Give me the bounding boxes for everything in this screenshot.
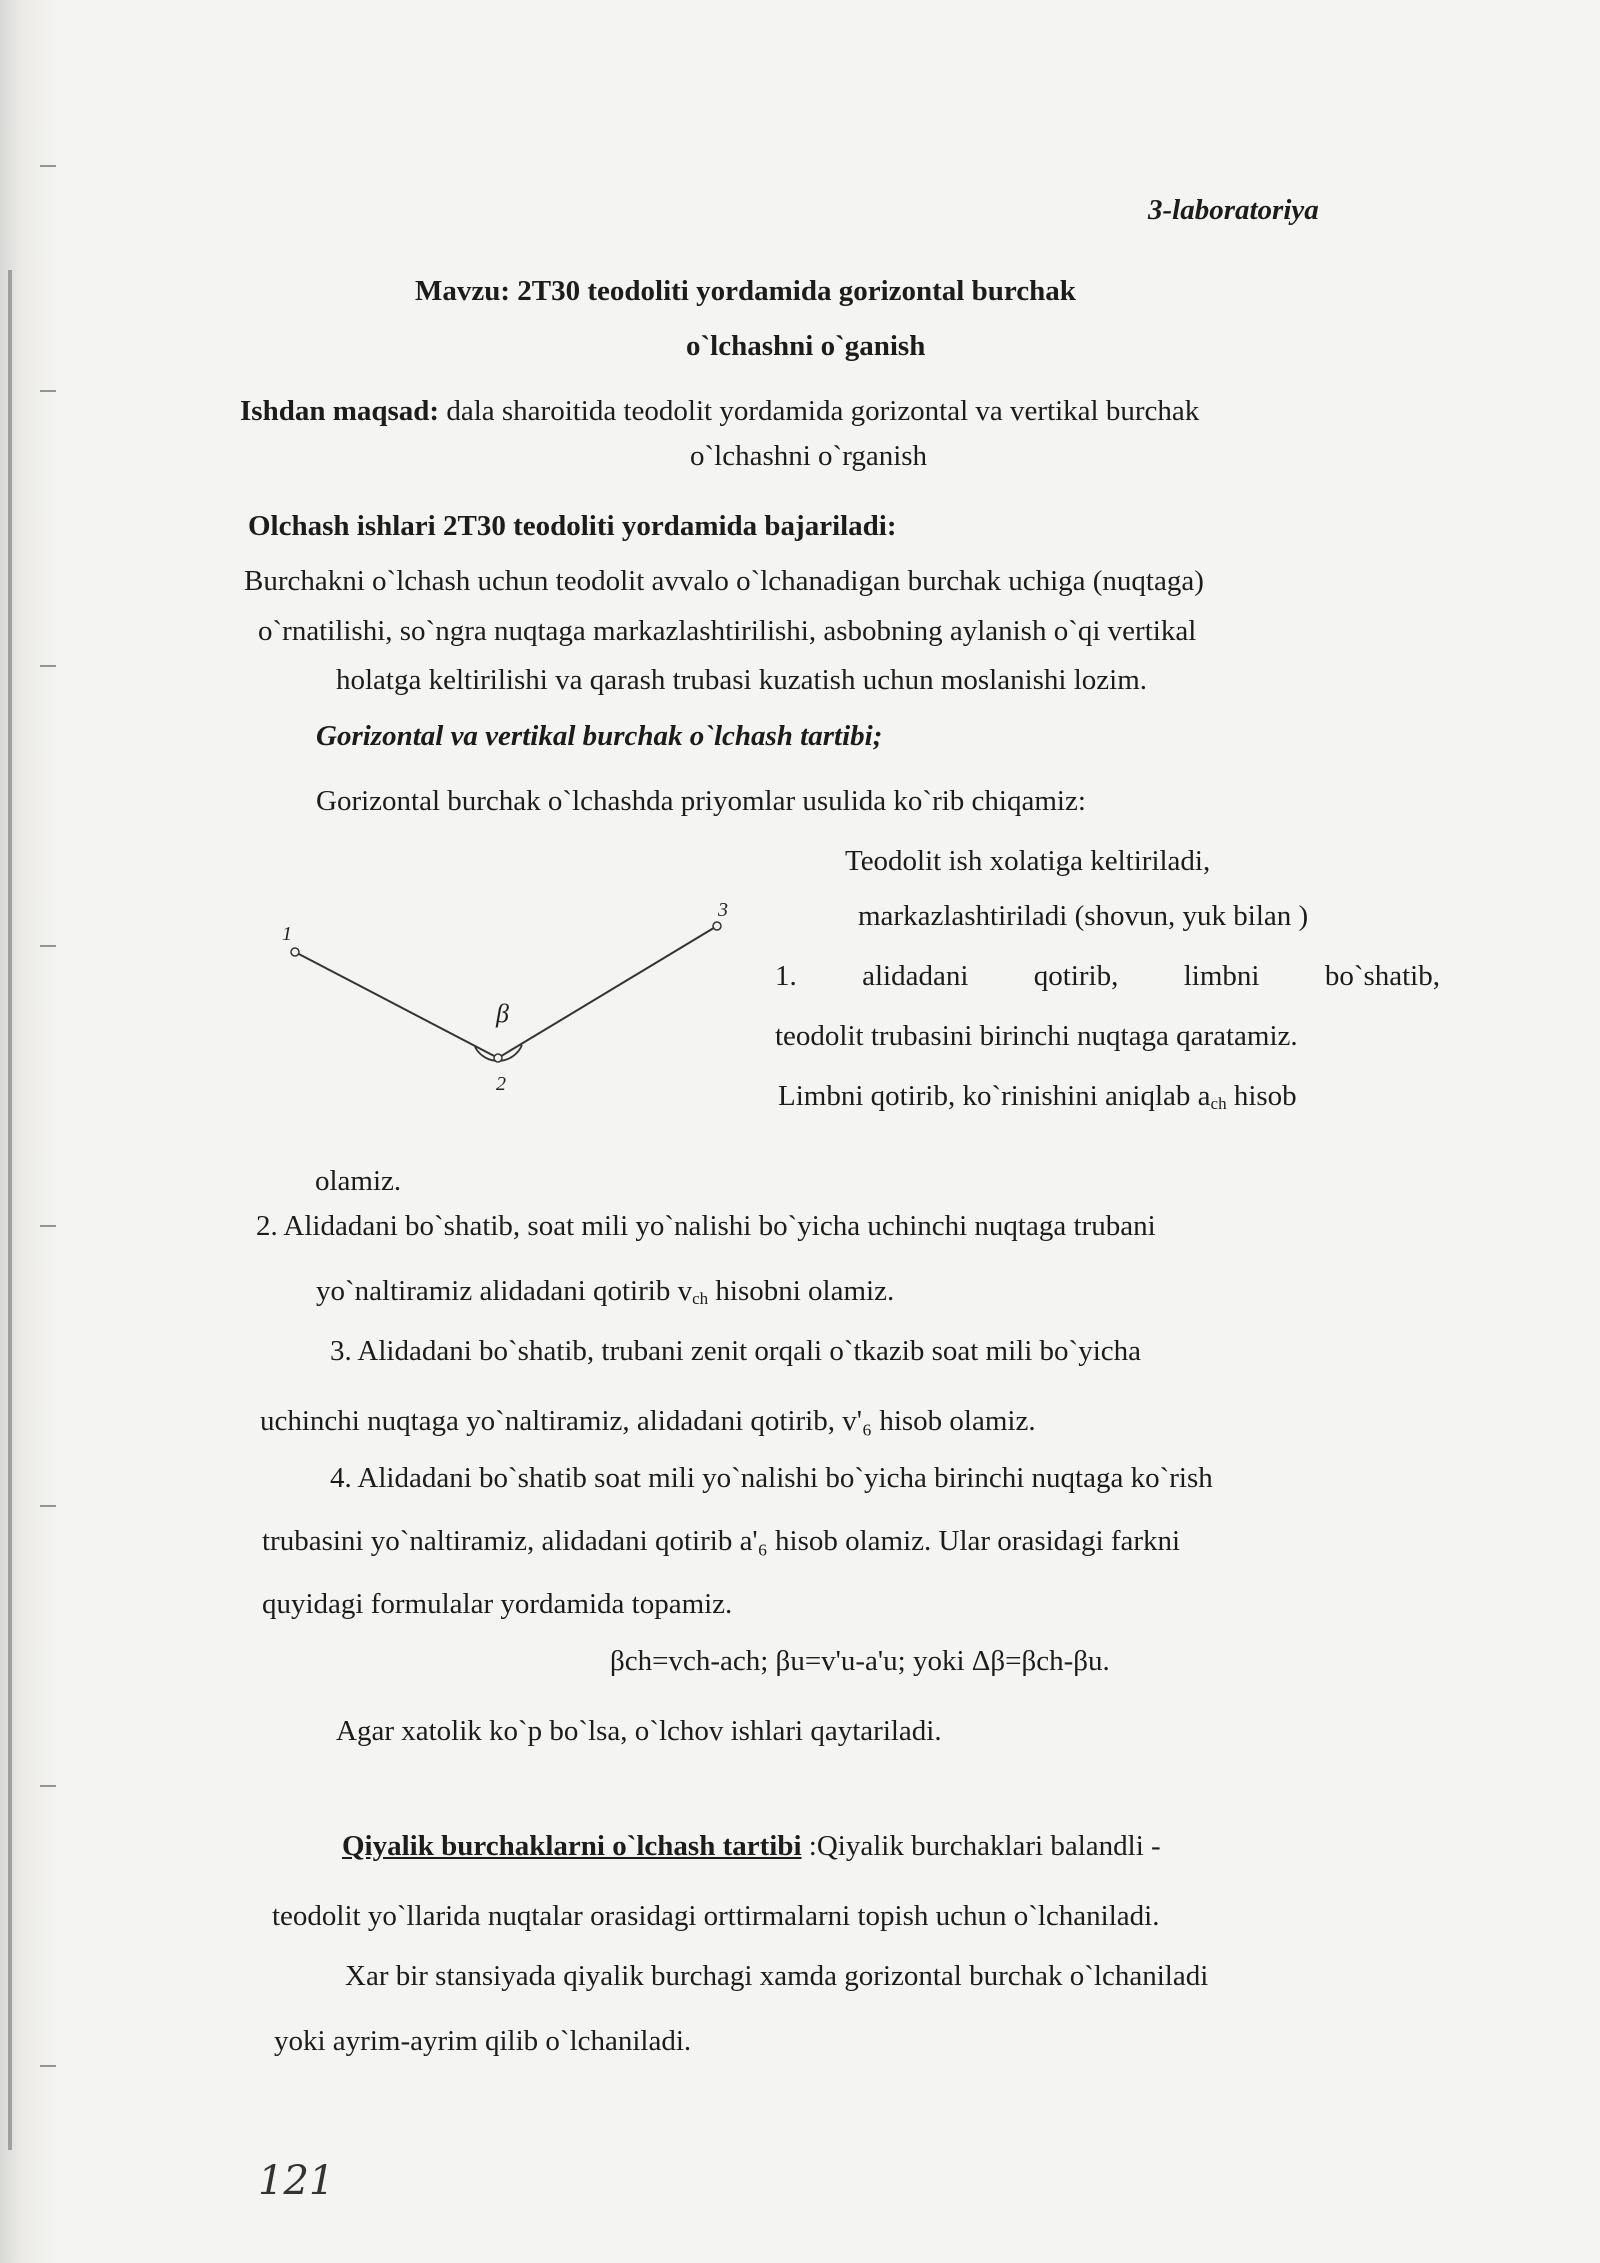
title-prefix: Mavzu: [415,275,511,307]
error-note: Agar xatolik ko`p bo`lsa, o`lchov ishlari qaytariladi. [336,1715,942,1747]
section3-line4: yoki ayrim-ayrim qilib o`lchaniladi. [274,2025,692,2057]
step2-line2 [316,1275,894,1309]
page-title-line1 [415,275,1076,308]
edge-mark [40,165,56,167]
step4-line3: quyidagi formulalar yordamida topamiz. [262,1588,733,1620]
step3-line2: uchinchi nuqtaga yo`naltiramiz, alidadani qotirib, v'₆ hisob olamiz. [260,1405,1036,1437]
step1-word: alidadani [862,960,969,992]
step1-line4: olamiz. [315,1165,402,1197]
title-text: 2T30 teodoliti yordamida gorizontal burchak [510,275,1076,307]
step4-line1: 4. Alidadani bo`shatib soat mili yo`nalishi bo`yicha birinchi nuqtaga ko`rish [330,1462,1213,1494]
edge-mark [40,1505,56,1507]
edge-mark [40,1785,56,1787]
ray-2-3 [498,926,717,1058]
step1-line2: teodolit trubasini birinchi nuqtaga qaratamiz. [775,1020,1298,1052]
lab-label: 3-laboratoriya [1148,194,1319,226]
page-title-line2: o`lchashni o`ganish [686,330,926,362]
point-1-label: 1 [282,923,292,945]
purpose-line1 [240,395,1199,428]
step1-word: qotirib, [1033,960,1119,992]
step1-text: hisob [1226,1080,1297,1112]
step2-text: hisobni olamiz. [708,1275,895,1307]
point-3-marker [713,922,721,930]
binding-line [8,270,12,2150]
step1-word: limbni [1183,960,1260,992]
section2-intro: Gorizontal burchak o`lchashda priyomlar usulida ko`rib chiqamiz: [316,785,1086,817]
edge-mark [40,1225,56,1227]
section1-paragraph-line3: holatga keltirilishi va qarash trubasi kuzatish uchun moslanishi lozim. [336,664,1148,696]
edge-mark [40,945,56,947]
step3-line1: 3. Alidadani bo`shatib, trubani zenit orqali o`tkazib soat mili bo`yicha [330,1335,1141,1367]
step1-line1 [775,960,1440,993]
section3-text: Qiyalik burchaklari balandli - [816,1830,1161,1862]
section3-line3: Xar bir stansiyada qiyalik burchagi xamda gorizontal burchak o`lchaniladi [345,1960,1209,1992]
angle-diagram [270,890,740,1110]
edge-mark [40,2065,56,2067]
step1-subscript: ch [1210,1094,1227,1113]
section1-heading: Olchash ishlari 2T30 teodoliti yordamida bajariladi: [248,510,897,542]
section1-paragraph-line1: Burchakni o`lchash uchun teodolit avvalo o`lchanadigan burchak uchiga (nuqtaga) [244,565,1204,597]
setup-line1: Teodolit ish xolatiga keltiriladi, [845,845,1211,877]
ray-1-2 [295,952,498,1058]
section1-paragraph-line2: o`rnatilishi, so`ngra nuqtaga markazlashtirilishi, asbobning aylanish o`qi vertikal [258,615,1197,647]
purpose-line2: o`lchashni o`rganish [690,440,928,472]
section2-heading: Gorizontal va vertikal burchak o`lchash tartibi; [316,720,883,752]
point-3-label: 3 [718,899,728,921]
step2-text: yo`naltiramiz alidadani qotirib v [316,1275,693,1307]
page-number: 121 [258,2158,335,2204]
edge-mark [40,390,56,392]
angle-beta-label: β [496,999,509,1028]
step1-number: 1. [775,960,797,992]
point-1-marker [291,948,299,956]
step1-line3 [778,1080,1297,1114]
section3-line2: teodolit yo`llarida nuqtalar orasidagi orttirmalarni topish uchun o`lchaniladi. [272,1900,1160,1932]
point-2-marker [494,1054,502,1062]
section3-colon: : [801,1830,817,1862]
purpose-label: Ishdan maqsad: [240,395,440,427]
setup-line2: markazlashtiriladi (shovun, yuk bilan ) [858,900,1309,932]
section3-line1 [342,1830,1161,1863]
step2-line1: 2. Alidadani bo`shatib, soat mili yo`nalishi bo`yicha uchinchi nuqtaga trubani [256,1210,1156,1242]
section3-heading: Qiyalik burchaklarni o`lchash tartibi [342,1830,802,1862]
edge-mark [40,665,56,667]
point-2-label: 2 [496,1073,506,1095]
step1-word: bo`shatib, [1324,960,1440,992]
purpose-text: dala sharoitida teodolit yordamida gorizontal va vertikal burchak [439,395,1200,427]
step2-subscript: ch [692,1289,709,1308]
formula: βch=vch-ach; βu=v'u-a'u; yoki Δβ=βch-βu. [610,1645,1110,1677]
step1-text: Limbni qotirib, ko`rinishini aniqlab a [778,1080,1211,1112]
step4-line2: trubasini yo`naltiramiz, alidadani qotirib a'₆ hisob olamiz. Ular orasidagi farkni [262,1525,1181,1557]
